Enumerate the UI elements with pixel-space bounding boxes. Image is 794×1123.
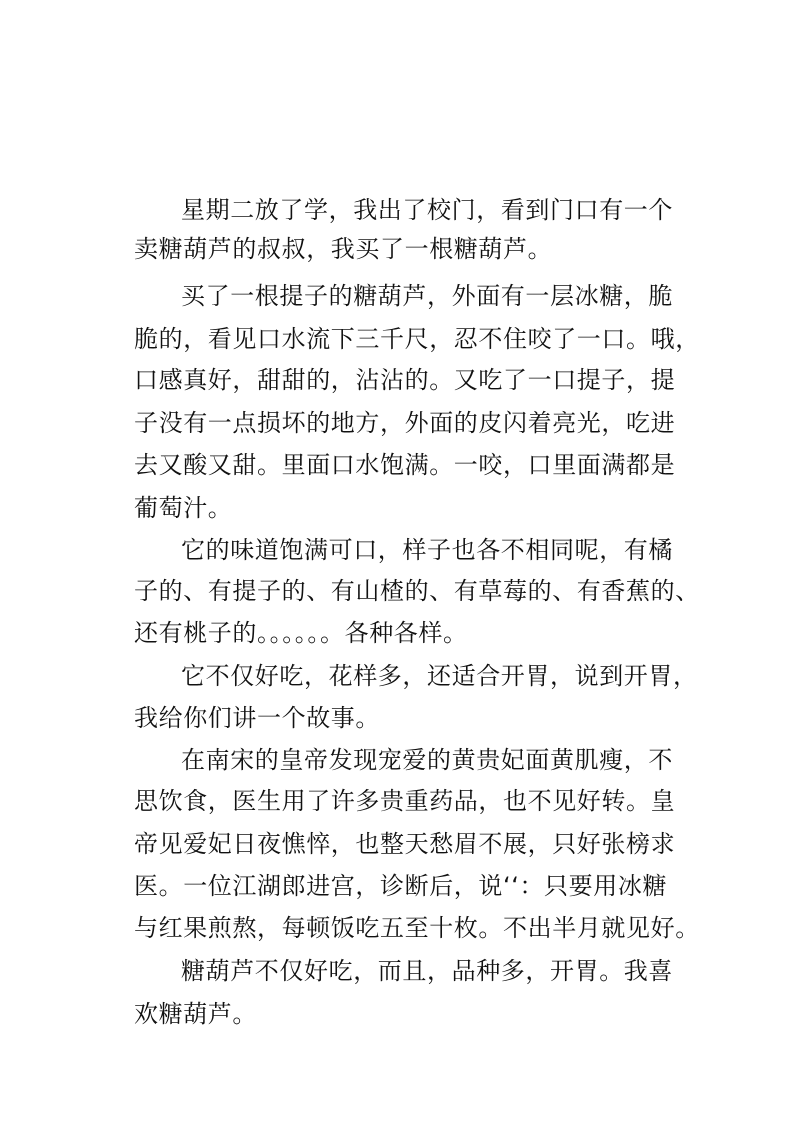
paragraph-2-line-6: 葡萄汁。 bbox=[134, 494, 233, 522]
paragraph-6-line-1: 糖葫芦不仅好吃，而且，品种多，开胃。我喜 bbox=[181, 957, 673, 985]
paragraph-5-line-4: 医。一位江湖郎进宫，诊断后，说‘‘：只要用冰糖 bbox=[134, 872, 668, 900]
paragraph-1-line-2: 卖糖葫芦的叔叔，我买了一根糖葫芦。 bbox=[134, 235, 553, 263]
paragraph-2-line-3: 口感真好，甜甜的，沾沾的。又吃了一口提子，提 bbox=[134, 366, 676, 394]
paragraph-2-line-2: 脆的，看见口水流下三千尺，忍不住咬了一口。哦， bbox=[134, 325, 700, 353]
paragraph-6-line-2: 欢糖葫芦。 bbox=[134, 1000, 257, 1028]
paragraph-5-line-2: 思饮食，医生用了许多贵重药品，也不见好转。皇 bbox=[134, 787, 676, 815]
paragraph-2-line-4: 子没有一点损坏的地方，外面的皮闪着亮光，吃进 bbox=[134, 409, 676, 437]
paragraph-5-line-1: 在南宋的皇帝发现宠爱的黄贵妃面黄肌瘦，不 bbox=[181, 746, 673, 774]
paragraph-1-line-1: 星期二放了学，我出了校门，看到门口有一个 bbox=[181, 196, 673, 224]
paragraph-4-line-1: 它不仅好吃，花样多，还适合开胃，说到开胃， bbox=[181, 662, 698, 690]
paragraph-3-line-1: 它的味道饱满可口，样子也各不相同呢，有橘 bbox=[181, 536, 673, 564]
paragraph-4-line-2: 我给你们讲一个故事。 bbox=[134, 704, 380, 732]
paragraph-3-line-2: 子的、有提子的、有山楂的、有草莓的、有香蕉的、 bbox=[134, 577, 700, 605]
paragraph-2-line-1: 买了一根提子的糖葫芦，外面有一层冰糖，脆 bbox=[181, 282, 673, 310]
paragraph-5-line-3: 帝见爱妃日夜憔悴，也整天愁眉不展，只好张榜求 bbox=[134, 830, 676, 858]
paragraph-3-line-3: 还有桃子的。。。。。。各种各样。 bbox=[134, 619, 468, 647]
paragraph-2-line-5: 去又酸又甜。里面口水饱满。一咬，口里面满都是 bbox=[134, 451, 676, 479]
paragraph-5-line-5: 与红果煎熬，每顿饭吃五至十枚。不出半月就见好。 bbox=[134, 914, 700, 942]
